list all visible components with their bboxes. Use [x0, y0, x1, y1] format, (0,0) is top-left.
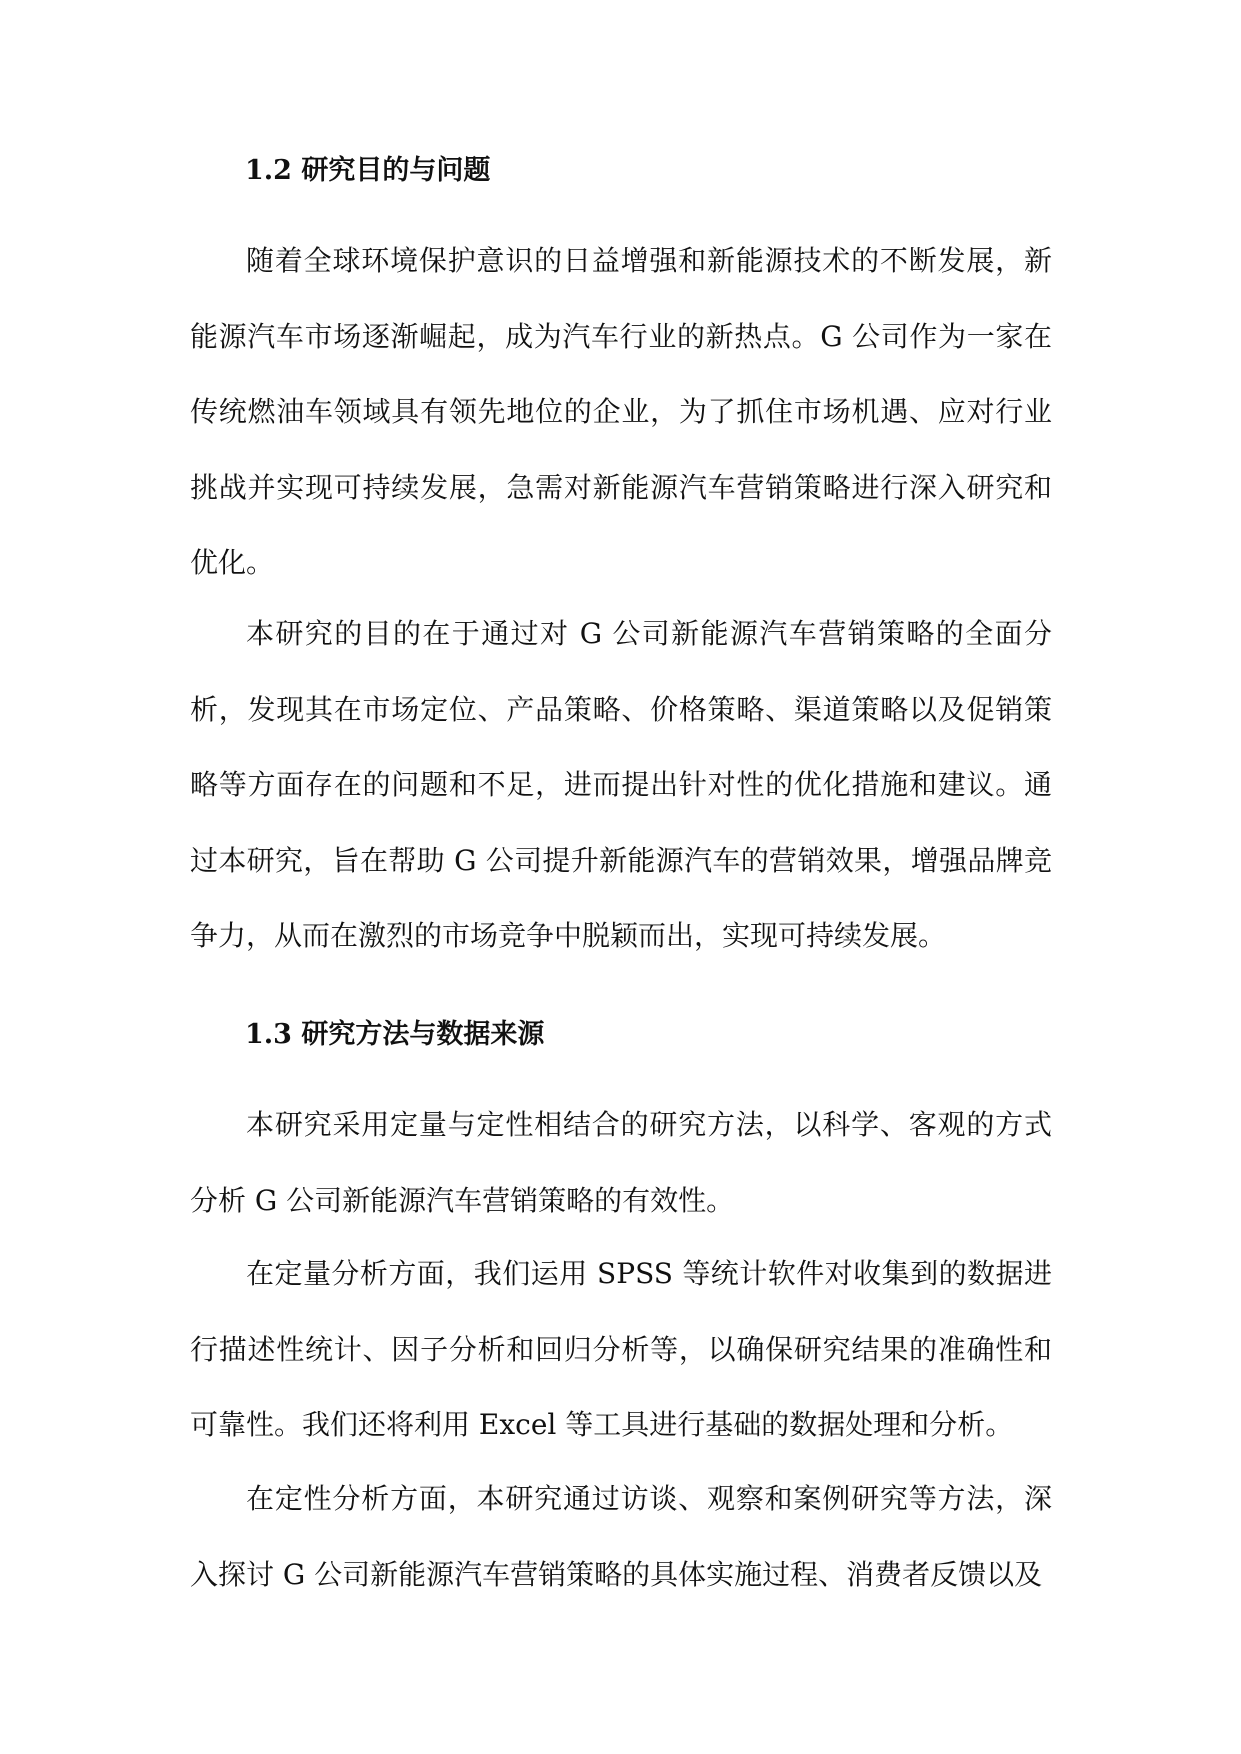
paragraph-research-purpose: 本研究的目的在于通过对 G 公司新能源汽车营销策略的全面分析，发现其在市场定位、产品策略、价格策略、渠道策略以及促销策略等方面存在的问题和不足，进而提出针对性的优化措施和建议。通过本研究，旨在帮助 G 公司提升新能源汽车的营销效果，增强品牌竞争力，从而在激烈的市场竞争中脱颖而出，实现可持续发展。: [190, 617, 1052, 953]
section-heading-1-3: 1.3 研究方法与数据来源: [245, 1019, 545, 1050]
paragraph-qualitative-analysis: 在定性分析方面，本研究通过访谈、观察和案例研究等方法，深入探讨 G 公司新能源汽车营销策略的具体实施过程、消费者反馈以及: [190, 1482, 1052, 1591]
section-heading-1-2: 1.2 研究目的与问题: [245, 155, 491, 186]
paragraph-quantitative-analysis: 在定量分析方面，我们运用 SPSS 等统计软件对收集到的数据进行描述性统计、因子分析和回归分析等，以确保研究结果的准确性和可靠性。我们还将利用 Excel 等工具进行基础的数据处理和分析。: [190, 1257, 1052, 1442]
paragraph-research-background: 随着全球环境保护意识的日益增强和新能源技术的不断发展，新能源汽车市场逐渐崛起，成为汽车行业的新热点。G 公司作为一家在传统燃油车领域具有领先地位的企业，为了抓住市场机遇、应对行业挑战并实现可持续发展，急需对新能源汽车营销策略进行深入研究和优化。: [190, 244, 1052, 580]
paragraph-research-method: 本研究采用定量与定性相结合的研究方法，以科学、客观的方式分析 G 公司新能源汽车营销策略的有效性。: [190, 1108, 1052, 1217]
